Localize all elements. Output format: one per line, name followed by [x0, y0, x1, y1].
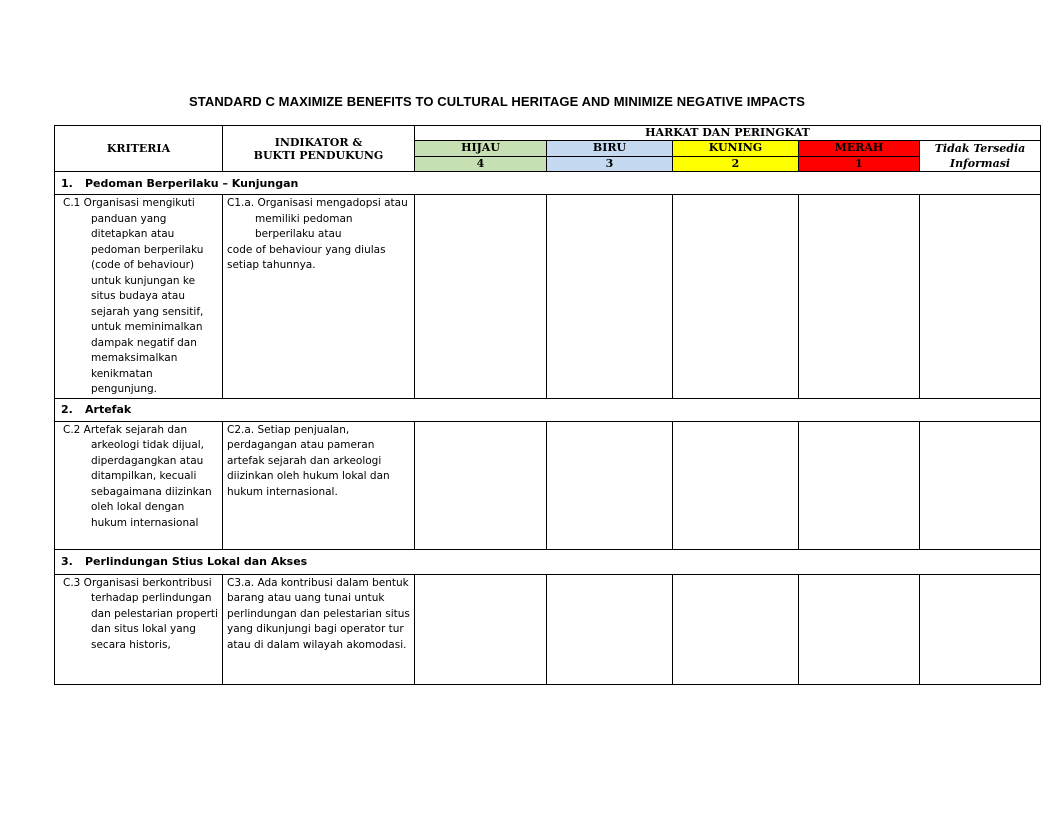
indicator-cell [223, 421, 415, 549]
header-indikator-line1: INDIKATOR & [274, 135, 363, 149]
indicator-cell [223, 574, 415, 684]
score-cell-na[interactable] [920, 195, 1041, 399]
criteria-cell [55, 574, 223, 684]
section-heading [55, 549, 1041, 574]
level-hijau-score: 4 [415, 156, 547, 172]
indicator-text-first: C1.a. Organisasi mengadopsi atau memiliki pedoman berperilaku atau [227, 197, 408, 240]
indicator-text: C2.a. Setiap penjualan, perdagangan atau pameran artefak sejarah dan arkeologi diizinkan oleh hukum lokal dan hukum internasional. [227, 423, 390, 498]
section-title: Perlindungan Stius Lokal dan Akses [85, 555, 308, 568]
score-cell-hijau[interactable] [415, 421, 547, 549]
criteria-text: C.2 Artefak sejarah dan arkeologi tidak dijual, diperdagangkan atau ditampilkan, kecuali sebagaimana diizinkan oleh lokal dengan hukum internasional [63, 423, 212, 529]
score-cell-biru[interactable] [547, 195, 673, 399]
level-biru-label: BIRU [547, 141, 673, 157]
level-kuning-score: 2 [673, 156, 799, 172]
header-not-available [920, 141, 1041, 172]
section-title: Artefak [85, 403, 132, 416]
score-cell-merah[interactable] [799, 574, 920, 684]
score-cell-kuning[interactable] [673, 195, 799, 399]
section-number: 3. [61, 555, 73, 568]
level-hijau-label: HIJAU [415, 141, 547, 157]
score-cell-hijau[interactable] [415, 574, 547, 684]
section-heading [55, 398, 1041, 421]
header-kriteria: KRITERIA [55, 126, 223, 172]
na-line1: Tidak Tersedia [934, 142, 1026, 155]
score-cell-kuning[interactable] [673, 574, 799, 684]
score-cell-biru[interactable] [547, 574, 673, 684]
criteria-table [54, 125, 1041, 685]
header-indikator-line2: BUKTI PENDUKUNG [253, 148, 384, 162]
header-indikator [223, 126, 415, 172]
score-cell-na[interactable] [920, 421, 1041, 549]
na-line2: Informasi [949, 157, 1011, 170]
score-cell-merah[interactable] [799, 421, 920, 549]
section-number: 2. [61, 403, 73, 416]
indicator-text: code of behaviour yang diulas setiap tahunnya. [227, 243, 386, 271]
score-cell-hijau[interactable] [415, 195, 547, 399]
score-cell-biru[interactable] [547, 421, 673, 549]
page-title: STANDARD C MAXIMIZE BENEFITS TO CULTURAL HERITAGE AND MINIMIZE NEGATIVE IMPACTS [188, 94, 805, 109]
level-kuning-label: KUNING [673, 141, 799, 157]
indicator-text: C3.a. Ada kontribusi dalam bentuk barang atau uang tunai untuk perlindungan dan pelestarian situs yang dikunjungi bagi operator tur atau di dalam wilayah akomodasi. [227, 576, 410, 651]
score-cell-kuning[interactable] [673, 421, 799, 549]
level-merah-score: 1 [799, 156, 920, 172]
header-harkat: HARKAT DAN PERINGKAT [415, 126, 1041, 141]
criteria-cell [55, 195, 223, 399]
score-cell-na[interactable] [920, 574, 1041, 684]
criteria-text: C.3 Organisasi berkontribusi terhadap perlindungan dan pelestarian properti dan situs lokal yang secara historis, [63, 576, 218, 651]
score-cell-merah[interactable] [799, 195, 920, 399]
section-number: 1. [61, 176, 73, 190]
level-merah-label: MERAH [799, 141, 920, 157]
section-heading [55, 172, 1041, 195]
criteria-text: C.1 Organisasi mengikuti panduan yang ditetapkan atau pedoman berperilaku (code of behaviour) untuk kunjungan ke situs budaya atau sejarah yang sensitif, untuk meminimalkan dampak negatif dan memaksimalkan kenikmatan pengunjung. [63, 197, 204, 395]
indicator-cell [223, 195, 415, 399]
level-biru-score: 3 [547, 156, 673, 172]
criteria-cell [55, 421, 223, 549]
section-title: Pedoman Berperilaku – Kunjungan [85, 176, 299, 190]
